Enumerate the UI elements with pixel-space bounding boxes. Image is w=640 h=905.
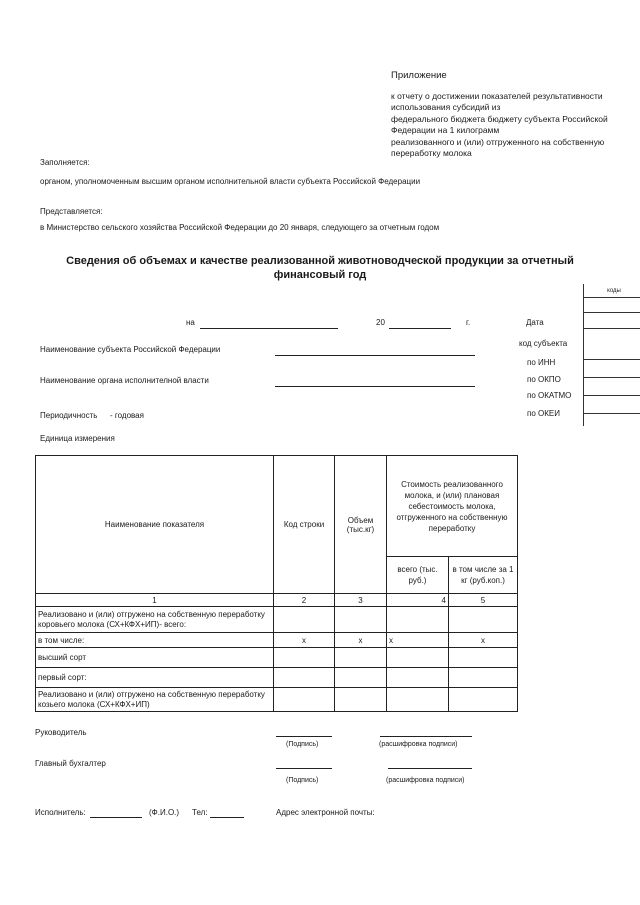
page-title-line2: финансовый год [273, 269, 367, 281]
accountant-decoding-caption: (расшифровка подписи) [386, 777, 465, 784]
header-total: всего (тыс. руб.) [387, 557, 449, 594]
appendix-line: использования субсидий из [391, 102, 501, 112]
codes-header: коды [584, 284, 640, 298]
row-per-kg[interactable] [449, 607, 518, 633]
code-cell[interactable] [584, 329, 640, 360]
year-prefix: 20 [376, 318, 385, 327]
table-row [36, 668, 518, 688]
table-row [36, 607, 518, 633]
row-volume[interactable] [335, 668, 387, 688]
col-number: 3 [335, 594, 387, 607]
code-cell[interactable] [584, 378, 640, 396]
code-cell[interactable] [584, 298, 640, 313]
subject-name-field[interactable] [275, 355, 475, 356]
accountant-signature-caption: (Подпись) [286, 777, 319, 784]
executor-field[interactable] [90, 817, 142, 818]
accountant-decoding-line[interactable] [388, 768, 472, 769]
row-total[interactable] [387, 607, 449, 633]
periodicity-value: - годовая [110, 411, 144, 420]
row-code[interactable] [274, 607, 335, 633]
col-number: 1 [36, 594, 274, 607]
head-decoding-line[interactable] [380, 736, 472, 737]
head-decoding-caption: (расшифровка подписи) [379, 741, 458, 748]
row-volume[interactable] [335, 688, 387, 712]
page-title-line1: Сведения об объемах и качестве реализованной животноводческой продукции за отчетный [66, 255, 574, 267]
row-name: в том числе: [36, 633, 274, 648]
table-header-row [36, 456, 518, 557]
row-code[interactable] [274, 668, 335, 688]
code-okpo-label: по ОКПО [527, 375, 561, 384]
head-label: Руководитель [35, 728, 87, 737]
submitted-to-value: в Министерство сельского хозяйства Российской Федерации до 20 января, следующего за отчетным годом [40, 223, 440, 232]
table-row [36, 633, 518, 648]
table-row [36, 648, 518, 668]
header-cost: Стоимость реализованного молока, и (или) плановая себестоимость молока, отгруженного на собственную переработку [387, 456, 518, 557]
report-table [35, 455, 518, 712]
col-number: 4 [387, 594, 449, 607]
appendix-line: к отчету о достижении показателей результативности [391, 90, 603, 101]
accountant-label: Главный бухгалтер [35, 759, 106, 768]
row-name: Реализовано и (или) отгружено на собственную переработку козьего молока (СХ+КФХ+ИП) [36, 688, 274, 712]
row-name: Реализовано и (или) отгружено на собственную переработку коровьего молока (СХ+КФХ+ИП)- всего: [36, 607, 274, 633]
year-field[interactable] [389, 328, 451, 329]
head-signature-caption: (Подпись) [286, 741, 319, 748]
year-suffix: г. [466, 318, 471, 327]
date-na-label: на [186, 318, 195, 327]
row-volume: x [335, 633, 387, 648]
appendix-block [391, 70, 608, 160]
row-per-kg: x [449, 633, 518, 648]
code-date-label: Дата [526, 318, 544, 327]
authority-name-label: Наименование органа исполнителной власти [40, 376, 209, 385]
row-total[interactable] [387, 668, 449, 688]
code-cell[interactable] [584, 313, 640, 329]
row-code: x [274, 633, 335, 648]
authority-name-field[interactable] [275, 386, 475, 387]
appendix-line: переработку молока [391, 148, 472, 158]
phone-field[interactable] [210, 817, 244, 818]
row-per-kg[interactable] [449, 668, 518, 688]
header-per-kg: в том числе за 1 кг (руб.коп.) [449, 557, 518, 594]
filled-by-value: органом, уполномоченным высшим органом исполнительной власти субъекта Российской Федерации [40, 177, 421, 186]
appendix-title: Приложение [391, 70, 447, 81]
table-row [36, 688, 518, 712]
column-numbers-row [36, 594, 518, 607]
code-cell[interactable] [584, 360, 640, 378]
unit-label: Единица измерения [40, 434, 115, 443]
row-name: высший сорт [36, 648, 274, 668]
header-name: Наименование показателя [36, 456, 274, 594]
row-volume[interactable] [335, 607, 387, 633]
row-total[interactable] [387, 648, 449, 668]
appendix-line: Федерации на 1 килограмм [391, 125, 500, 135]
row-total: x [387, 633, 449, 648]
code-cell[interactable] [584, 396, 640, 414]
header-volume: Объем (тыс.кг) [335, 456, 387, 594]
row-code[interactable] [274, 648, 335, 668]
submitted-to-label: Представляется: [40, 207, 103, 216]
row-per-kg[interactable] [449, 688, 518, 712]
header-code: Код строки [274, 456, 335, 594]
code-inn-label: по ИНН [527, 358, 556, 367]
col-number: 5 [449, 594, 518, 607]
col-number: 2 [274, 594, 335, 607]
email-label: Адрес электронной почты: [276, 808, 375, 817]
fio-label: (Ф.И.О.) [149, 808, 180, 817]
row-per-kg[interactable] [449, 648, 518, 668]
executor-label: Исполнитель: [35, 808, 86, 817]
periodicity-label: Периодичность [40, 411, 98, 420]
filled-by-label: Заполняется: [40, 158, 90, 167]
phone-label: Тел: [192, 808, 208, 817]
page-title [0, 254, 640, 282]
appendix-line: федерального бюджета бюджету субъекта Российской [391, 113, 608, 124]
row-volume[interactable] [335, 648, 387, 668]
codes-box [583, 284, 640, 426]
code-oktmo-label: по ОКАТМО [527, 391, 572, 400]
row-code[interactable] [274, 688, 335, 712]
code-okei-label: по ОКЕИ [527, 409, 560, 418]
head-signature-line[interactable] [276, 736, 332, 737]
row-total[interactable] [387, 688, 449, 712]
code-subject-label: код субъекта [519, 339, 568, 348]
subject-name-label: Наименование субъекта Российской Федерации [40, 345, 221, 354]
date-field[interactable] [200, 328, 338, 329]
appendix-line: реализованного и (или) отгруженного на собственную [391, 136, 605, 147]
row-name: первый сорт: [36, 668, 274, 688]
accountant-signature-line[interactable] [276, 768, 332, 769]
